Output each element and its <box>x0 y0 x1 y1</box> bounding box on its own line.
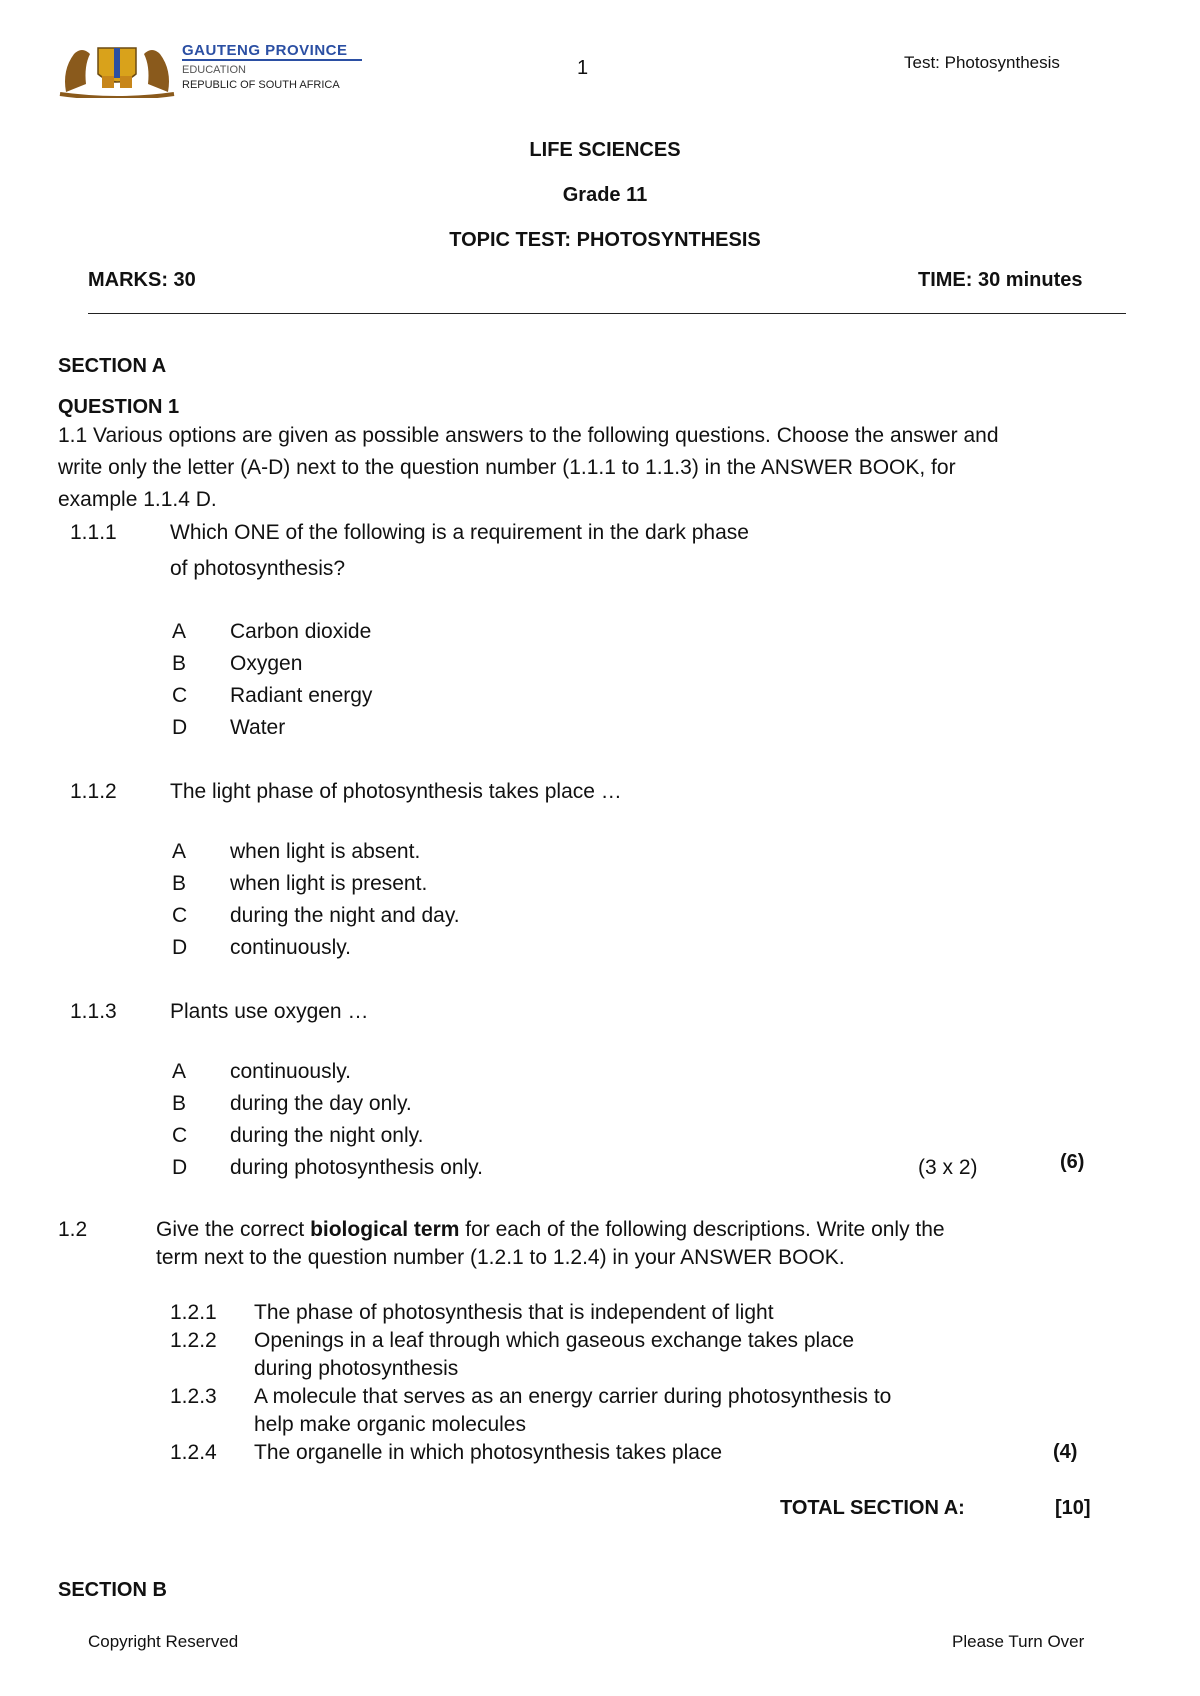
option-letter: A <box>172 840 187 863</box>
marks-label: MARKS: 30 <box>88 269 196 291</box>
option-text: when light is present. <box>230 872 428 895</box>
option-letter: B <box>172 872 187 895</box>
footer-copyright: Copyright Reserved <box>88 1632 239 1651</box>
option-letter: B <box>172 652 187 675</box>
term-number: 1.2.2 <box>170 1329 217 1352</box>
option-letter: A <box>172 620 187 643</box>
section-b-heading: SECTION B <box>58 1579 167 1601</box>
question-text-continued: of photosynthesis? <box>170 557 346 580</box>
department-logo <box>56 40 366 98</box>
term-description: A molecule that serves as an energy carrier during photosynthesis to <box>254 1385 892 1408</box>
option-letter: C <box>172 1124 188 1147</box>
mark-calculation: (3 x 2) <box>918 1156 978 1179</box>
page-number: 1 <box>577 57 589 79</box>
footer-turn-over: Please Turn Over <box>952 1632 1085 1651</box>
term-number: 1.2.1 <box>170 1301 217 1324</box>
grade-title: Grade 11 <box>562 184 648 206</box>
title-divider <box>88 313 1126 314</box>
topic-title: TOPIC TEST: PHOTOSYNTHESIS <box>449 229 761 251</box>
option-text: during the night and day. <box>230 904 460 927</box>
option-text: during the day only. <box>230 1092 412 1115</box>
option-letter: D <box>172 936 188 959</box>
term-number: 1.2.4 <box>170 1441 217 1464</box>
option-text: Radiant energy <box>230 684 373 707</box>
option-letter: B <box>172 1092 187 1115</box>
q1-2-intro-line-2: term next to the question number (1.2.1 to 1.2.4) in your ANSWER BOOK. <box>156 1246 845 1269</box>
term-description: The phase of photosynthesis that is independent of light <box>254 1301 774 1324</box>
coat-of-arms-icon <box>56 40 178 98</box>
q1-1-intro-line-1: 1.1 Various options are given as possible answers to the following questions. Choose the answer and <box>58 424 999 447</box>
option-text: Water <box>230 716 286 739</box>
q1-1-intro-line-3: example 1.1.4 D. <box>58 488 217 511</box>
q1-1-marks: (6) <box>1060 1151 1085 1173</box>
question-text: Plants use oxygen … <box>170 1000 369 1023</box>
question-number: 1.1.3 <box>70 1000 117 1023</box>
header-test-title: Test: Photosynthesis <box>904 53 1060 72</box>
option-letter: D <box>172 716 188 739</box>
option-text: when light is absent. <box>230 840 421 863</box>
q1-2-intro-before: Give the correct <box>156 1218 311 1241</box>
term-description-continued: help make organic molecules <box>254 1413 526 1436</box>
total-section-a-label: TOTAL SECTION A: <box>780 1497 965 1519</box>
question-text: Which ONE of the following is a requirement in the dark phase <box>170 521 749 544</box>
option-text: continuously. <box>230 936 352 959</box>
option-text: Oxygen <box>230 652 303 675</box>
option-text: during photosynthesis only. <box>230 1156 483 1179</box>
q1-1-intro-line-2: write only the letter (A-D) next to the question number (1.1.1 to 1.1.3) in the ANSWER BOOK, for <box>58 456 956 479</box>
term-description-continued: during photosynthesis <box>254 1357 459 1380</box>
section-a-heading: SECTION A <box>58 355 167 377</box>
logo-underline <box>182 59 362 61</box>
option-letter: A <box>172 1060 187 1083</box>
question-number: 1.1.1 <box>70 521 117 544</box>
option-text: Carbon dioxide <box>230 620 372 643</box>
term-description: The organelle in which photosynthesis takes place <box>254 1441 723 1464</box>
q1-2-intro-bold: biological term <box>310 1218 460 1241</box>
question-1-heading: QUESTION 1 <box>58 396 180 418</box>
q1-2-intro-line-1 <box>156 1217 945 1243</box>
logo-province-text: GAUTENG PROVINCE <box>182 42 348 59</box>
option-letter: C <box>172 904 188 927</box>
term-number: 1.2.3 <box>170 1385 217 1408</box>
option-letter: C <box>172 684 188 707</box>
time-label: TIME: 30 minutes <box>918 269 1083 291</box>
total-section-a-value: [10] <box>1055 1497 1091 1519</box>
subject-title: LIFE SCIENCES <box>529 139 681 161</box>
option-text: continuously. <box>230 1060 352 1083</box>
question-text: The light phase of photosynthesis takes place … <box>170 780 622 803</box>
term-description: Openings in a leaf through which gaseous exchange takes place <box>254 1329 855 1352</box>
q1-2-number: 1.2 <box>58 1218 88 1241</box>
logo-department-text: EDUCATION <box>182 64 246 76</box>
option-text: during the night only. <box>230 1124 424 1147</box>
question-number: 1.1.2 <box>70 780 117 803</box>
q1-2-intro-after: for each of the following descriptions. Write only the <box>459 1218 945 1241</box>
option-letter: D <box>172 1156 188 1179</box>
q1-2-marks: (4) <box>1053 1441 1078 1463</box>
logo-country-text: REPUBLIC OF SOUTH AFRICA <box>182 79 340 91</box>
